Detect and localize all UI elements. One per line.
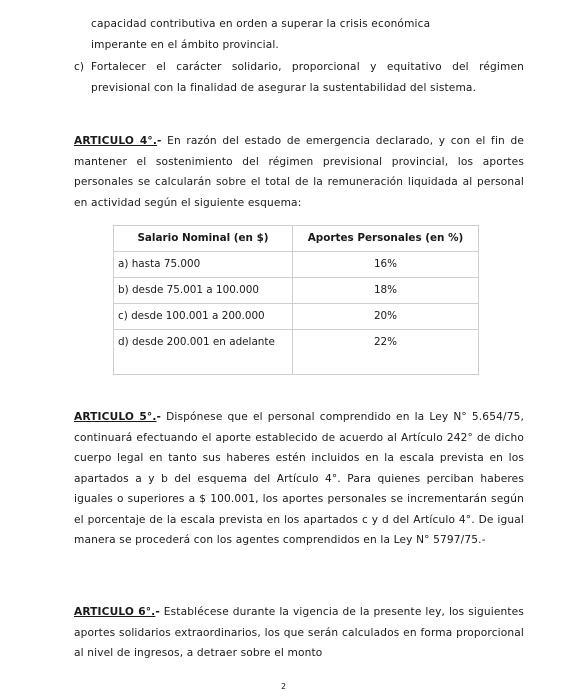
article-5-heading: ARTICULO 5°. <box>74 411 157 423</box>
table-cell-range: b) desde 75.001 a 100.000 <box>114 278 293 304</box>
table-cell-range: d) desde 200.001 en adelante <box>114 330 293 375</box>
table-cell-range: c) desde 100.001 a 200.000 <box>114 304 293 330</box>
table-cell-percent: 22% <box>293 330 479 375</box>
table-cell-percent: 20% <box>293 304 479 330</box>
table-header-salary: Salario Nominal (en $) <box>114 226 293 252</box>
table-cell-range: a) hasta 75.000 <box>114 252 293 278</box>
page-number: 2 <box>280 682 287 691</box>
article-4-heading: ARTICULO 4°. <box>74 135 158 147</box>
list-item-c-text: Fortalecer el carácter solidario, proporcional y equitativo del régimen previsional con la finalidad de asegurar la sustentabilidad del sistema. <box>91 61 524 94</box>
table-row <box>114 252 479 278</box>
table-cell-percent: 16% <box>293 252 479 278</box>
article-5 <box>74 407 524 551</box>
table-row <box>114 330 479 375</box>
article-5-text: Dispónese que el personal comprendido en la Ley N° 5.654/75, continuará efectuando el aporte establecido de acuerdo al Artículo 242° de dicho cuerpo legal en tanto sus haberes estén incluidos en la escala prevista en los apartados a y b del esquema del Artículo 4°. Para quienes perciban haberes iguales o superiores a $ 100.001, los aportes personales se incrementarán según el porcentaje de la escala prevista en los apartados c y d del Artículo 4°. De igual manera se procederá con los agentes comprendidos en la Ley N° 5797/75.- <box>74 411 524 546</box>
intro-continuation <box>91 14 524 55</box>
table-row <box>114 278 479 304</box>
table-row <box>114 304 479 330</box>
table-cell-percent: 18% <box>293 278 479 304</box>
article-6-heading: ARTICULO 6°. <box>74 606 156 618</box>
intro-line-1: capacidad contributiva en orden a superar la crisis económica <box>91 18 431 30</box>
intro-line-2: imperante en el ámbito provincial. <box>91 38 279 51</box>
article-5-dash: - <box>156 411 162 423</box>
article-6-text: Establécese durante la vigencia de la presente ley, los siguientes aportes solidarios extraordinarios, los que serán calculados en forma proporcional al nivel de ingresos, a detraer sobre el monto <box>74 606 524 659</box>
article-4 <box>74 131 524 213</box>
article-4-dash: - <box>157 135 162 147</box>
table-header-contribution: Aportes Personales (en %) <box>293 226 479 252</box>
table-header-row <box>114 226 479 252</box>
contribution-table <box>113 225 479 375</box>
article-4-text: En razón del estado de emergencia declarado, y con el fin de mantener el sostenimiento del régimen previsional provincial, los aportes personales se calcularán sobre el total de la remuneración liquidada al personal en actividad según el siguiente esquema: <box>74 135 524 209</box>
article-6 <box>74 602 524 664</box>
article-6-dash: - <box>155 606 160 618</box>
list-marker-c: c) <box>74 61 84 73</box>
